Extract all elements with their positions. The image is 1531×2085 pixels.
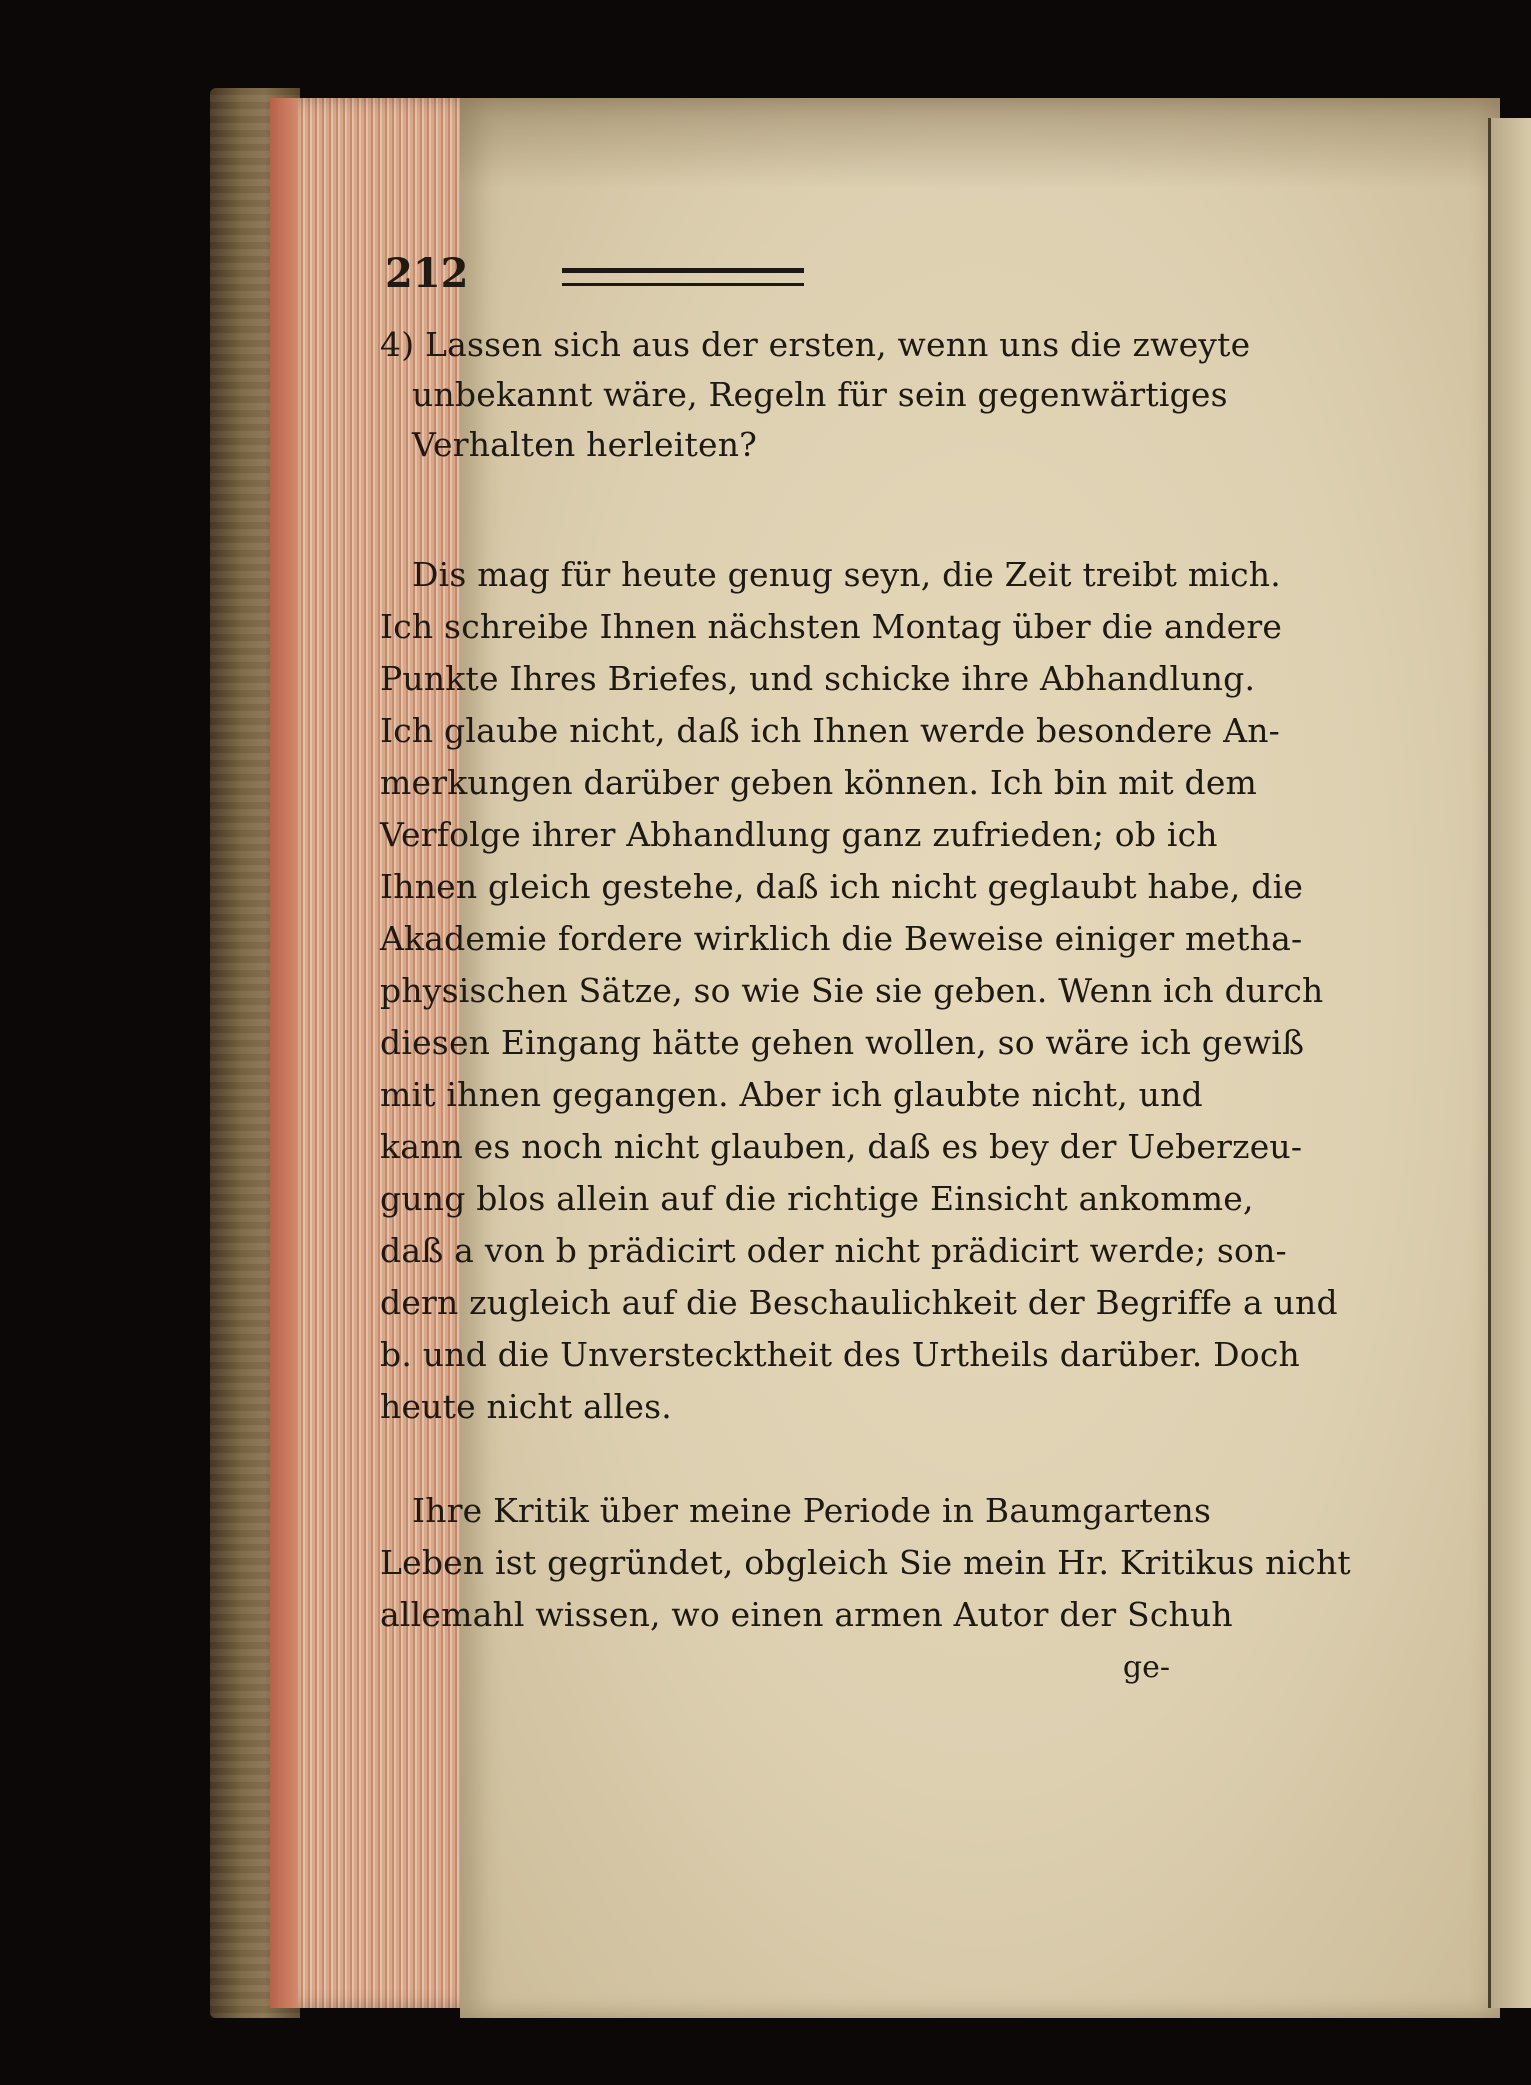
text-line: Punkte Ihres Briefes, und schicke ihre Abhandlung. [380,659,1256,698]
text-line: unbekannt wäre, Regeln für sein gegenwärtiges [412,375,1228,414]
text-line: mit ihnen gegangen. Aber ich glaubte nicht, und [380,1075,1203,1114]
text-line: Ihre Kritik über meine Periode in Baumgartens [412,1491,1212,1530]
text-line: physischen Sätze, so wie Sie sie geben. Wenn ich durch [380,971,1324,1010]
text-line: daß a von b prädicirt oder nicht prädicirt werde; son- [380,1231,1287,1270]
page-number: 212 [385,250,469,297]
text-line: diesen Eingang hätte gehen wollen, so wäre ich gewiß [380,1023,1305,1062]
text-line: allemahl wissen, wo einen armen Autor der Schuh [380,1595,1233,1634]
text-line: Dis mag für heute genug seyn, die Zeit treibt mich. [412,555,1281,594]
header-rule [562,268,804,286]
text-line: 4) Lassen sich aus der ersten, wenn uns die zweyte [380,325,1251,364]
text-line: Ich schreibe Ihnen nächsten Montag über die andere [380,607,1283,646]
text-line: gung blos allein auf die richtige Einsicht ankomme, [380,1179,1254,1218]
text-line: Akademie fordere wirklich die Beweise einiger metha- [380,919,1303,958]
text-line: Verfolge ihrer Abhandlung ganz zufrieden; ob ich [380,815,1218,854]
text-line: kann es noch nicht glauben, daß es bey der Ueberzeu- [380,1127,1303,1166]
text-line: Verhalten herleiten? [412,425,758,464]
text-line: b. und die Unverstecktheit des Urtheils darüber. Doch [380,1335,1301,1374]
text-line: dern zugleich auf die Beschaulichkeit der Begriffe a und [380,1283,1338,1322]
facing-page-edge [1488,118,1531,2008]
text-line: heute nicht alles. [380,1387,672,1426]
text-line: Ich glaube nicht, daß ich Ihnen werde besondere An- [380,711,1281,750]
text-line: Leben ist gegründet, obgleich Sie mein Hr. Kritikus nicht [380,1543,1351,1582]
catchword: ge- [1122,1650,1170,1685]
text-line: merkungen darüber geben können. Ich bin mit dem [380,763,1258,802]
text-line: Ihnen gleich gestehe, daß ich nicht geglaubt habe, die [380,867,1304,906]
